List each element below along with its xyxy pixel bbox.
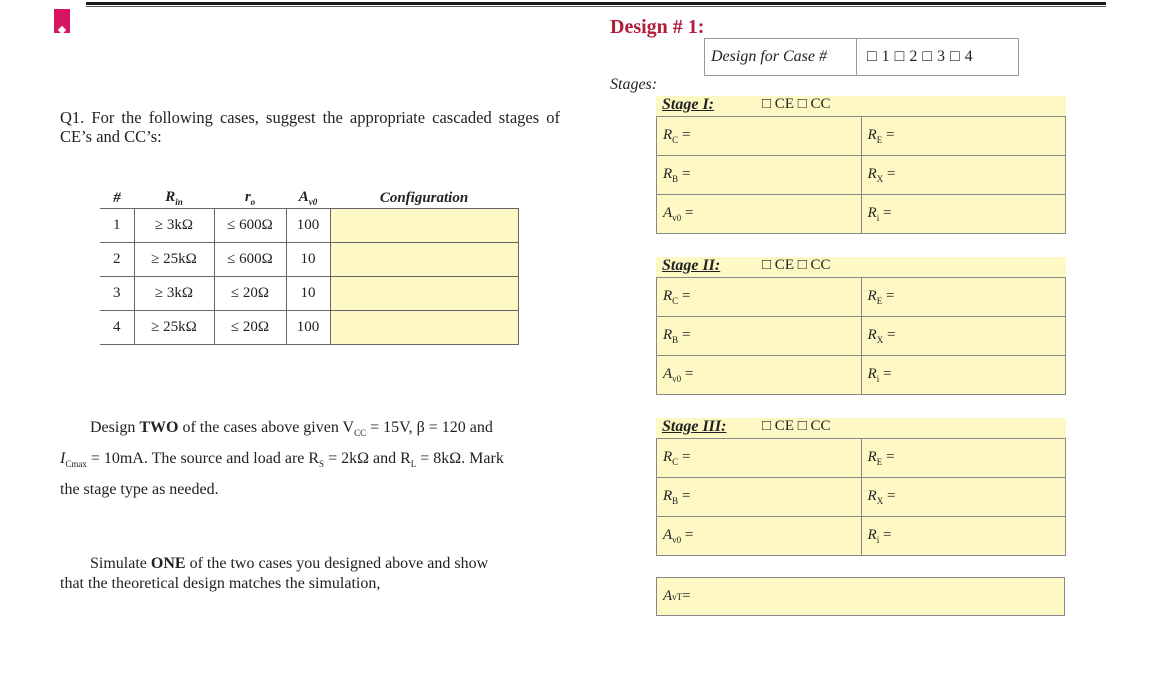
case-label: Design for Case #	[705, 39, 857, 75]
design-text-4: I	[60, 450, 66, 468]
cell-av: 100	[286, 209, 330, 243]
table-row	[100, 277, 518, 311]
cell-av: 10	[286, 277, 330, 311]
stage-3-header	[656, 418, 1066, 438]
design-instructions	[60, 415, 560, 503]
design-title: Design # 1:	[610, 16, 705, 38]
stage-2-rc[interactable]: $R_C$ =	[657, 278, 862, 317]
table-row	[100, 243, 518, 277]
header-ro: $r_o$	[244, 189, 256, 207]
cell-rin: ≥ 3kΩ	[134, 277, 214, 311]
cell-ro: ≤ 600Ω	[214, 209, 286, 243]
simulate-text-3: that the theoretical design matches the simulation,	[60, 575, 381, 592]
stage-1-rc[interactable]: $R_C$ =	[657, 117, 862, 156]
cell-rin: ≥ 25kΩ	[134, 311, 214, 345]
icmax-sub: Cmax	[65, 459, 87, 470]
cell-num: 3	[100, 277, 134, 311]
cases-header-row	[100, 188, 518, 209]
top-rule	[86, 2, 1106, 5]
simulate-text-1: Simulate	[90, 555, 151, 572]
stage-3-grid	[656, 438, 1066, 556]
design-text-6: = 2kΩ and R	[324, 450, 411, 468]
avt-eq: =	[682, 588, 691, 604]
stages-label: Stages:	[610, 76, 658, 93]
stage-1-re[interactable]: $R_E$ =	[861, 117, 1065, 156]
stage-1-grid	[656, 116, 1066, 234]
stage-2-re[interactable]: $R_E$ =	[861, 278, 1065, 317]
stage-3-ri[interactable]: $R_i$ =	[861, 517, 1065, 556]
stage-1-type-checkboxes[interactable]: □ CE □ CC	[762, 96, 831, 112]
avt-sub: vT	[672, 591, 683, 602]
design-text-8: the stage type as needed.	[60, 481, 219, 499]
header-configuration: Configuration	[379, 189, 469, 206]
vcc-sub: CC	[354, 428, 367, 439]
rl-sub: L	[410, 459, 417, 470]
stage-3-av[interactable]: $A_{v0}$ =	[657, 517, 862, 556]
stage-2-av[interactable]: $A_{v0}$ =	[657, 356, 862, 395]
top-rule-thin	[86, 6, 1106, 7]
cell-av: 10	[286, 243, 330, 277]
cell-ro: ≤ 20Ω	[214, 277, 286, 311]
stage-1-rb[interactable]: $R_B$ =	[657, 156, 862, 195]
cell-num: 4	[100, 311, 134, 345]
cell-configuration[interactable]	[330, 209, 518, 243]
cell-num: 2	[100, 243, 134, 277]
table-row	[100, 311, 518, 345]
cell-configuration[interactable]	[330, 277, 518, 311]
stage-3-rx[interactable]: $R_X$ =	[861, 478, 1065, 517]
stage-3-rc[interactable]: $R_C$ =	[657, 439, 862, 478]
case-options-checkboxes[interactable]: □ 1 □ 2 □ 3 □ 4	[867, 48, 974, 65]
stage-3-type-checkboxes[interactable]: □ CE □ CC	[762, 418, 831, 434]
cell-ro: ≤ 600Ω	[214, 243, 286, 277]
stage-1-name: Stage I:	[662, 96, 714, 113]
cell-rin: ≥ 25kΩ	[134, 243, 214, 277]
design-text-3: = 15V, β = 120 and	[366, 419, 493, 436]
case-selector	[704, 38, 1019, 76]
header-rin: $R_{in}$	[165, 189, 183, 207]
design-text-1: Design	[90, 419, 140, 436]
cell-ro: ≤ 20Ω	[214, 311, 286, 345]
stage-1-ri[interactable]: $R_i$ =	[861, 195, 1065, 234]
stage-3-name: Stage III:	[662, 418, 727, 435]
stage-1-av[interactable]: $A_{v0}$ =	[657, 195, 862, 234]
table-row	[100, 209, 518, 243]
stage-2-header	[656, 257, 1066, 277]
rs-sub: S	[319, 459, 325, 470]
design-text-2: of the cases above given V	[178, 419, 355, 436]
stage-2-ri[interactable]: $R_i$ =	[861, 356, 1065, 395]
cell-configuration[interactable]	[330, 311, 518, 345]
stage-2-grid	[656, 277, 1066, 395]
stage-1-header	[656, 96, 1066, 116]
cell-configuration[interactable]	[330, 243, 518, 277]
simulate-bold-one: ONE	[150, 555, 186, 572]
header-av: $A_{v0}$	[298, 189, 318, 207]
bookmark-icon[interactable]	[54, 9, 70, 33]
simulate-instructions	[60, 554, 560, 594]
cell-rin: ≥ 3kΩ	[134, 209, 214, 243]
cell-num: 1	[100, 209, 134, 243]
cell-av: 100	[286, 311, 330, 345]
cases-table	[100, 188, 519, 345]
stage-2-rb[interactable]: $R_B$ =	[657, 317, 862, 356]
design-text-5: = 10mA. The source and load are R	[86, 450, 320, 468]
stage-2-type-checkboxes[interactable]: □ CE □ CC	[762, 257, 831, 273]
simulate-text-2: of the two cases you designed above and show	[185, 555, 489, 572]
stage-1-rx[interactable]: $R_X$ =	[861, 156, 1065, 195]
total-gain-field[interactable]	[656, 577, 1065, 616]
design-text-7: = 8kΩ. Mark	[416, 450, 504, 468]
design-bold-two: TWO	[139, 419, 179, 436]
stage-2-name: Stage II:	[662, 257, 721, 274]
header-num: #	[113, 189, 121, 206]
stage-2-rx[interactable]: $R_X$ =	[861, 317, 1065, 356]
stage-3-re[interactable]: $R_E$ =	[861, 439, 1065, 478]
stage-3-rb[interactable]: $R_B$ =	[657, 478, 862, 517]
question-text: Q1. For the following cases, suggest the appropriate cascaded stages of CE’s and CC’s:	[60, 108, 560, 146]
avt-symbol: A	[663, 588, 673, 604]
